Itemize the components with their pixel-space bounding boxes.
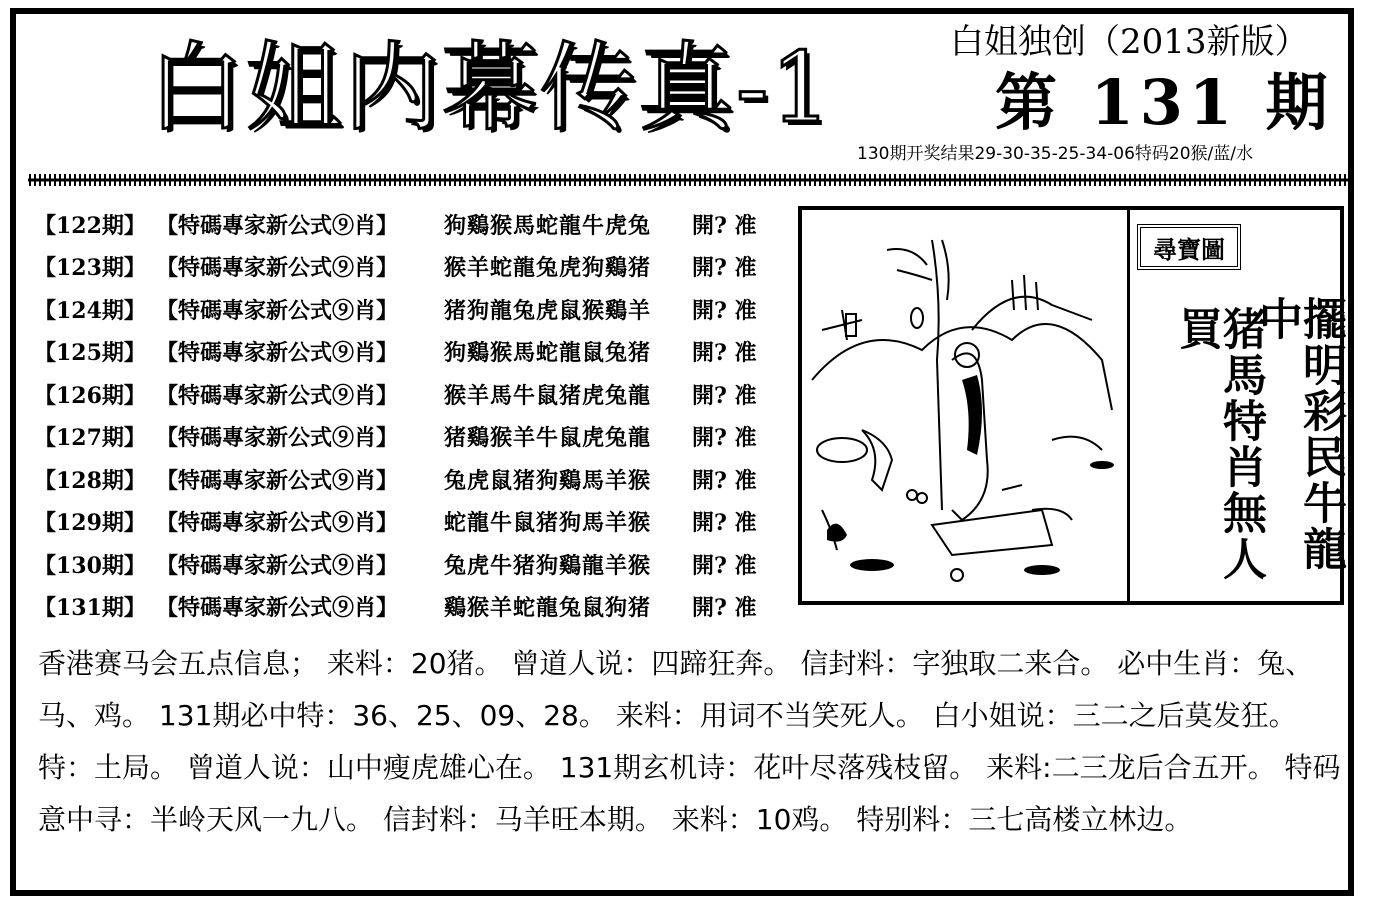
zodiac-list: 蛇龍牛鼠猪狗馬羊猴 (444, 510, 652, 537)
formula-label: 【特碼專家新公式⑨肖】 (156, 382, 399, 409)
period-label: 【124期】 (34, 297, 146, 324)
zodiac-list: 狗鷄猴馬蛇龍鼠兔猪 (444, 340, 652, 367)
formula-row (34, 203, 772, 246)
formula-row (34, 246, 772, 289)
formula-row (34, 373, 772, 416)
outcome-label: 開? 准 (692, 255, 757, 282)
outcome-label: 開? 准 (692, 552, 757, 579)
info-notes: 香港赛马会五点信息； 来料：20猪。 曾道人说：四蹄狂奔。 信封料：字独取二来合。 必中生肖：兔、马、鸡。 131期必中特：36、25、09、28。 来料：用词不当笑死人。 白小姐说：三二之后莫发狂。 特：土局。 曾道人说：山中瘦虎雄心在。 131期玄机诗：花叶尽落残枝留。 来料:二三龙后合五开。 特码意中寻：半岭天风一九八。 信封料：马羊旺本期。 来料：10鸡。 特别料：三七高楼立林边。 (38, 647, 1341, 836)
formula-label: 【特碼專家新公式⑨肖】 (156, 297, 399, 324)
formula-row (34, 586, 772, 629)
outcome-label: 開? 准 (692, 595, 757, 622)
formula-label: 【特碼專家新公式⑨肖】 (156, 510, 399, 537)
period-label: 【129期】 (34, 510, 146, 537)
zodiac-list: 兔虎鼠猪狗鷄馬羊猴 (444, 467, 652, 494)
period-label: 【127期】 (34, 425, 146, 452)
zodiac-list: 鷄猴羊蛇龍兔鼠狗猪 (444, 595, 652, 622)
period-label: 【125期】 (34, 340, 146, 367)
formula-label: 【特碼專家新公式⑨肖】 (156, 595, 399, 622)
issue-number: 第 131 期 (995, 66, 1334, 139)
zodiac-list: 猪狗龍兔虎鼠猴鷄羊 (444, 297, 652, 324)
formula-row (34, 501, 772, 544)
zodiac-list: 兔虎牛猪狗鷄龍羊猴 (444, 552, 652, 579)
formula-label: 【特碼專家新公式⑨肖】 (156, 255, 399, 282)
zodiac-list: 猴羊馬牛鼠猪虎兔龍 (444, 382, 652, 409)
outcome-label: 開? 准 (692, 425, 757, 452)
formula-label: 【特碼專家新公式⑨肖】 (156, 340, 399, 367)
formula-label: 【特碼專家新公式⑨肖】 (156, 425, 399, 452)
last-result: 130期开奖结果29-30-35-25-34-06特码20猴/蓝/水 (857, 144, 1253, 164)
period-label: 【128期】 (34, 467, 146, 494)
formula-row (34, 458, 772, 501)
poem-left: 猪馬特肖無人買 (1171, 306, 1266, 582)
formula-label: 【特碼專家新公式⑨肖】 (156, 467, 399, 494)
formula-label: 【特碼專家新公式⑨肖】 (156, 552, 399, 579)
formula-row (34, 416, 772, 459)
outcome-label: 開? 准 (692, 340, 757, 367)
period-label: 【123期】 (34, 255, 146, 282)
decorative-divider (28, 173, 1350, 187)
treasure-map-panel (798, 206, 1344, 605)
formula-label: 【特碼專家新公式⑨肖】 (156, 212, 399, 239)
period-label: 【122期】 (34, 212, 146, 239)
treasure-illustration (802, 210, 1122, 601)
zodiac-list: 狗鷄猴馬蛇龍牛虎兔 (444, 212, 652, 239)
page-title: 白姐内幕传真-1 (148, 32, 834, 144)
period-label: 【131期】 (34, 595, 146, 622)
outcome-label: 開? 准 (692, 467, 757, 494)
formula-list (34, 203, 772, 628)
panel-separator (1127, 210, 1130, 601)
treasure-label: 尋寶圖 (1137, 224, 1241, 270)
formula-row (34, 331, 772, 374)
outcome-label: 開? 准 (692, 382, 757, 409)
period-label: 【126期】 (34, 382, 146, 409)
zodiac-list: 猴羊蛇龍兔虎狗鷄猪 (444, 255, 652, 282)
formula-row (34, 288, 772, 331)
poem-right: 擺明彩民牛龍中 (1251, 296, 1346, 572)
outcome-label: 開? 准 (692, 297, 757, 324)
zodiac-list: 猪鷄猴羊牛鼠虎兔龍 (444, 425, 652, 452)
formula-row (34, 543, 772, 586)
period-label: 【130期】 (34, 552, 146, 579)
outcome-label: 開? 准 (692, 510, 757, 537)
edition-label: 白姐独创（2013新版） (950, 22, 1309, 62)
outcome-label: 開? 准 (692, 212, 757, 239)
